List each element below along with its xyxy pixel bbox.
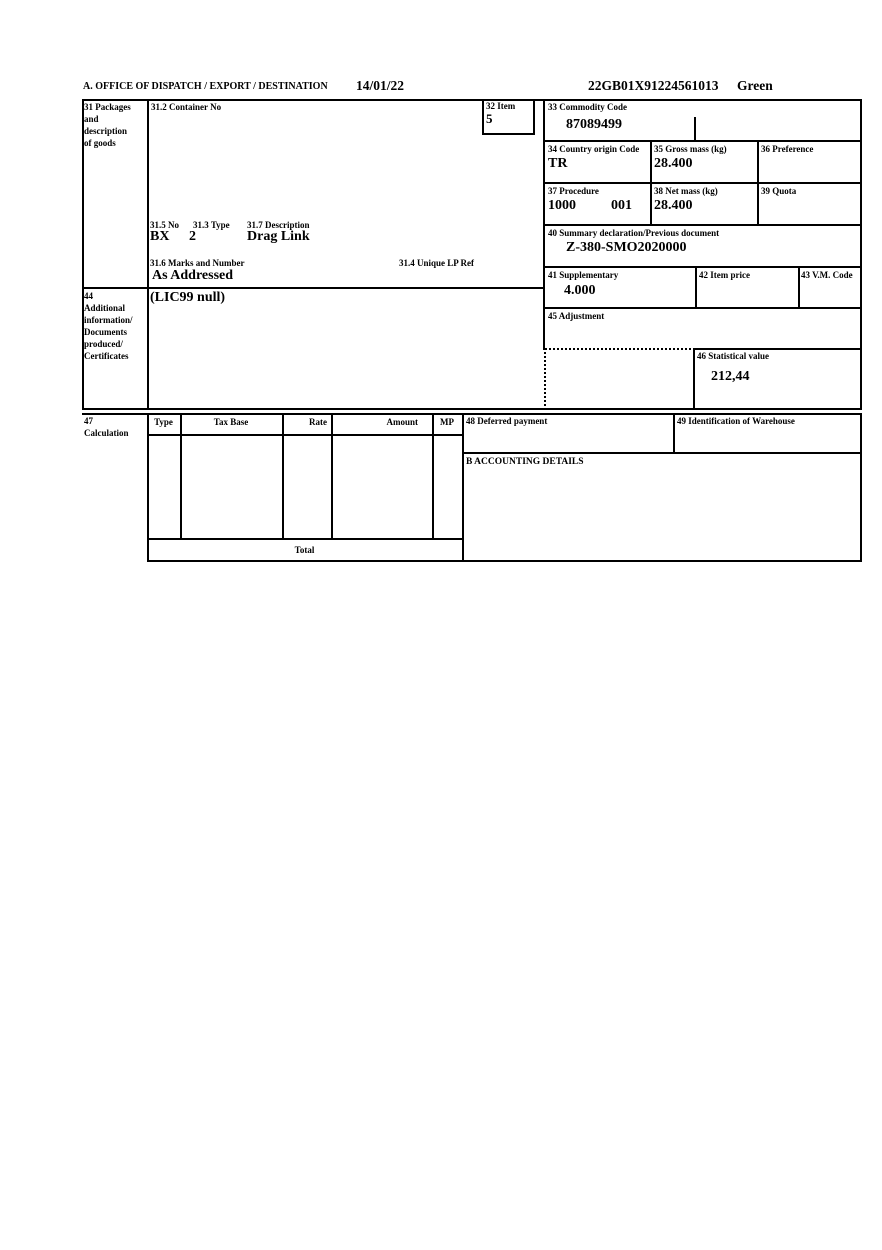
box44-label-line5: produced/ [84, 339, 123, 349]
col-divider-amount [432, 413, 434, 540]
box31-label-line3: description [84, 126, 128, 136]
box31-6-marks-label: 31.6 Marks and Number [150, 258, 245, 268]
box31-5-no-label: 31.5 No [150, 220, 179, 230]
row34-bottom-border [543, 182, 862, 184]
col-divider-35-36 [757, 142, 759, 226]
box35-gross-mass-label: 35 Gross mass (kg) [654, 144, 727, 154]
box44-label-line2: Additional [84, 303, 126, 313]
box37-procedure-value-b: 001 [611, 198, 632, 213]
box31-4-unique-lp-ref-label: 31.4 Unique LP Ref [399, 258, 475, 268]
box42-item-price-label: 42 Item price [699, 270, 750, 280]
box32-item-value: 5 [486, 111, 493, 126]
box44-label-line1: 44 [84, 291, 93, 301]
col-divider-34-35 [650, 142, 652, 226]
box37-procedure-value-a: 1000 [548, 198, 576, 213]
lower-section-top-border [82, 413, 862, 415]
row37-bottom-border [543, 224, 862, 226]
dotted-vertical-divider [544, 348, 546, 410]
box39-quota-label: 39 Quota [761, 186, 797, 196]
box31-2-container-no-label: 31.2 Container No [151, 102, 222, 112]
col-divider-41-42 [695, 268, 697, 309]
office-of-dispatch-title: A. OFFICE OF DISPATCH / EXPORT / DESTINATION [83, 81, 328, 92]
box47-label-line2: Calculation [84, 428, 129, 438]
col-divider-taxbase [282, 413, 284, 540]
box35-gross-mass-value: 28.400 [654, 156, 693, 171]
box41-supplementary-value: 4.000 [564, 283, 596, 298]
box31-label-line4: of goods [84, 138, 116, 148]
col-divider-48-49 [673, 413, 675, 454]
left-label-column-divider [147, 99, 149, 410]
box44-label-line3: information/ [84, 315, 133, 325]
box31-7-description-label: 31.7 Description [247, 220, 310, 230]
box44-label-line6: Certificates [84, 351, 129, 361]
lower-section-bottom-border [147, 560, 862, 562]
col-divider-type [180, 413, 182, 540]
box44-label-line4: Documents [84, 327, 127, 337]
box31-label-line1: 31 Packages [84, 102, 131, 112]
dispatch-date: 14/01/22 [356, 78, 405, 93]
box38-net-mass-value: 28.400 [654, 198, 693, 213]
box31-7-description-value: Drag Link [247, 229, 310, 244]
box41-supplementary-label: 41 Supplementary [548, 270, 619, 280]
box40-summary-declaration-value: Z-380-SMO2020000 [566, 240, 687, 255]
routing-status: Green [737, 78, 773, 93]
calc-header-bottom-border [147, 434, 464, 436]
calc-col-tax-base: Tax Base [213, 417, 249, 427]
box31-5-no-value: BX [150, 229, 170, 244]
box33-bottom-border [543, 140, 862, 142]
calc-col-mp: MP [440, 417, 454, 427]
row41-bottom-border [543, 307, 862, 309]
calc-total-label: Total [294, 545, 315, 555]
box32-item-label: 32 Item [486, 101, 516, 111]
box34-country-origin-label: 34 Country origin Code [548, 144, 640, 154]
box31-bottom-border [82, 287, 545, 289]
box48-deferred-payment-label: 48 Deferred payment [466, 416, 548, 426]
lower-section-right-border [860, 413, 862, 562]
box40-bottom-border [543, 266, 862, 268]
commodity-code-tick [694, 117, 696, 142]
box31-3-type-value: 2 [189, 229, 196, 244]
box37-procedure-label: 37 Procedure [548, 186, 599, 196]
box33-commodity-code-value: 87089499 [566, 117, 622, 132]
box38-net-mass-label: 38 Net mass (kg) [654, 186, 718, 196]
box31-6-marks-value: As Addressed [152, 268, 234, 283]
box43-vm-code-label: 43 V.M. Code [801, 270, 853, 280]
box47-label-line1: 47 [84, 416, 93, 426]
dotted-horizontal-divider [545, 348, 695, 350]
box36-preference-label: 36 Preference [761, 144, 814, 154]
calc-body-bottom-border [147, 538, 464, 540]
col-divider-rate [331, 413, 333, 540]
box45-adjustment-label: 45 Adjustment [548, 311, 605, 321]
calc-col-rate: Rate [309, 417, 327, 427]
col-divider-42-43 [798, 268, 800, 309]
box31-label-line2: and [84, 114, 99, 124]
row48-bottom-border [462, 452, 862, 454]
mrn-number: 22GB01X91224561013 [588, 78, 719, 93]
box33-commodity-code-label: 33 Commodity Code [548, 102, 627, 112]
box46-statistical-value-label: 46 Statistical value [697, 351, 769, 361]
box31-3-type-label: 31.3 Type [193, 220, 230, 230]
box44-additional-info-value: (LIC99 null) [150, 290, 226, 305]
calc-col-type: Type [154, 417, 173, 427]
box46-statistical-value: 212,44 [711, 369, 750, 384]
box40-summary-declaration-label: 40 Summary declaration/Previous document [548, 228, 720, 238]
box34-country-origin-value: TR [548, 156, 568, 171]
box49-warehouse-label: 49 Identification of Warehouse [677, 416, 795, 426]
calc-col-amount: Amount [386, 417, 418, 427]
accounting-details-label: B ACCOUNTING DETAILS [466, 457, 584, 467]
